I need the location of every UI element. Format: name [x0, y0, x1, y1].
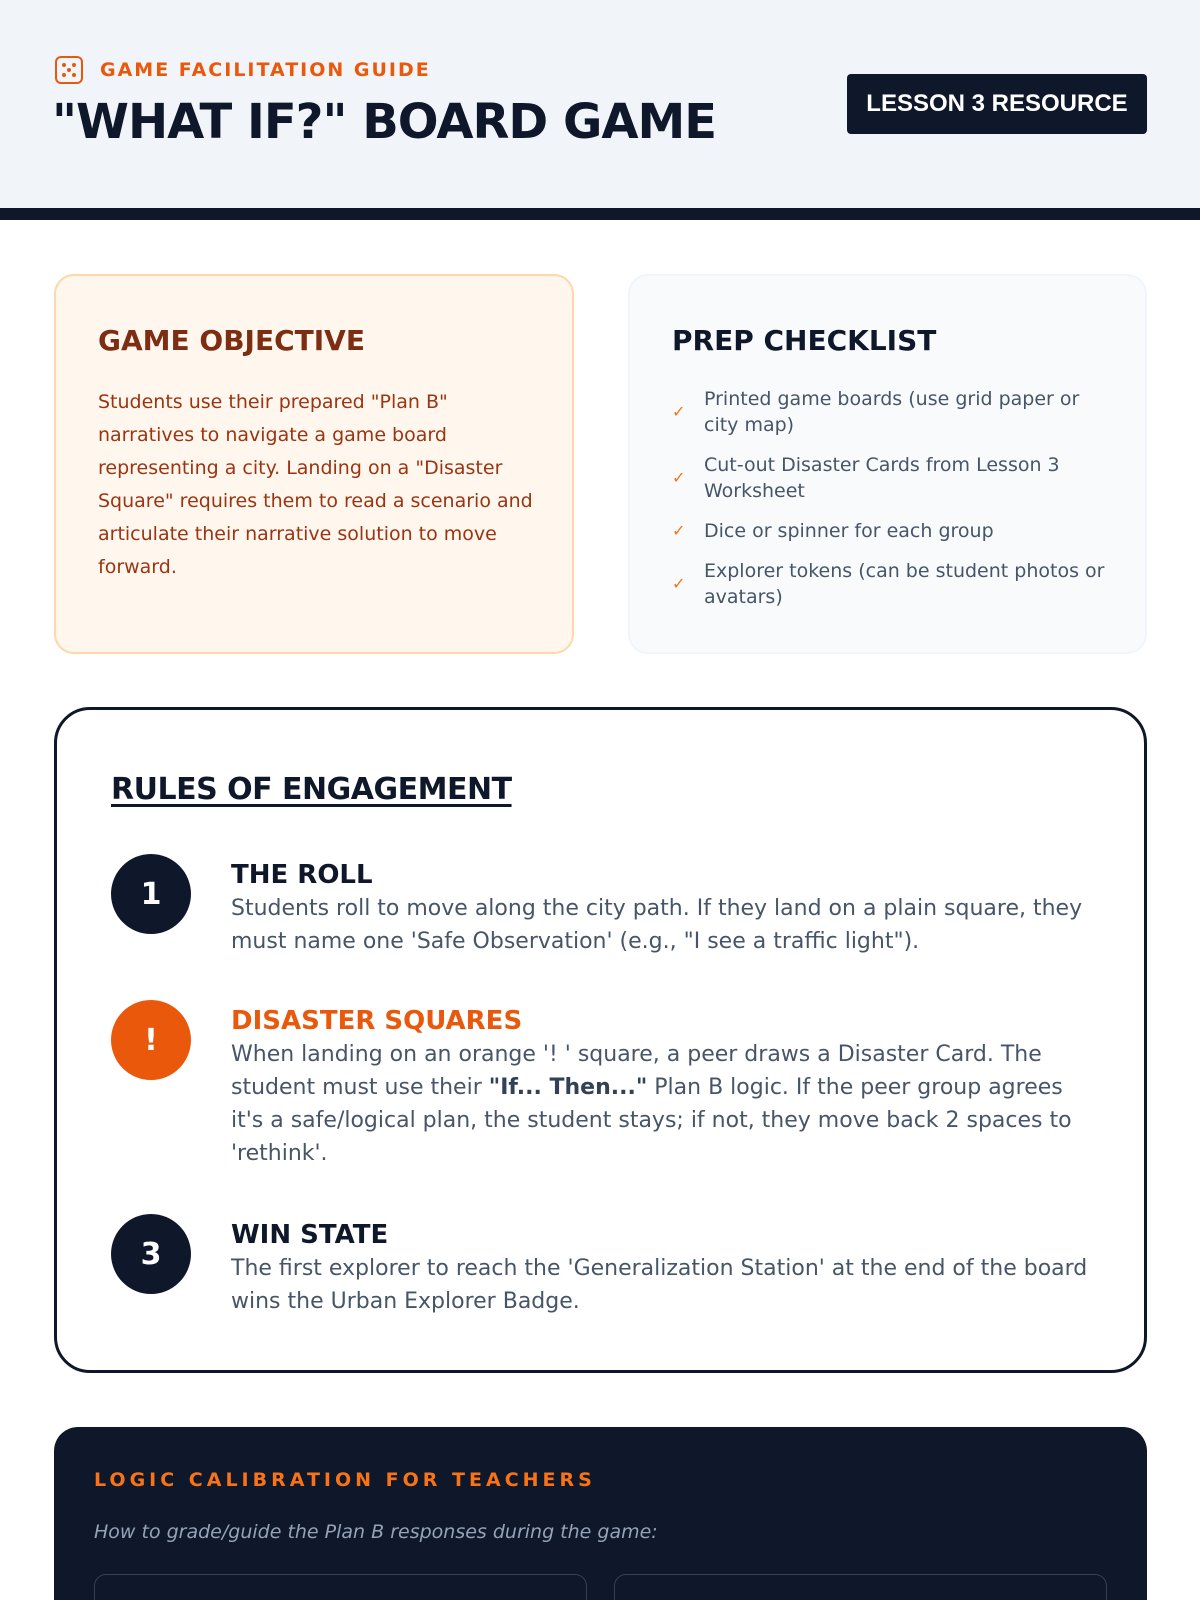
rule-body — [231, 1218, 1091, 1318]
check-icon: ✓ — [672, 468, 686, 487]
checklist-item — [672, 386, 1112, 438]
checklist-item-label: Dice or spinner for each group — [704, 520, 994, 542]
checklist-item-label: Explorer tokens (can be student photos or avatars) — [704, 560, 1105, 608]
checklist-item-label: Printed game boards (use grid paper or city map) — [704, 388, 1080, 436]
calibration-card — [614, 1574, 1107, 1600]
prep-card — [628, 274, 1147, 654]
rule-body — [231, 858, 1091, 958]
page-title: "WHAT IF?" BOARD GAME — [52, 94, 717, 150]
calibration-title: LOGIC CALIBRATION FOR TEACHERS — [94, 1469, 596, 1491]
dice-icon — [55, 56, 83, 84]
rule-text — [231, 1038, 1091, 1170]
page-header — [0, 0, 1200, 208]
objective-title: GAME OBJECTIVE — [98, 324, 365, 357]
step-number-badge: 3 — [111, 1214, 191, 1294]
rules-section — [54, 707, 1147, 1373]
check-icon: ✓ — [672, 521, 686, 540]
guide-row — [55, 56, 431, 84]
rule-text: Students roll to move along the city path. If they land on a plain square, they must name one 'Safe Observation' (e.g., "I see a traffic light"). — [231, 896, 1083, 954]
rule-text-part: When landing on an orange '! ' square, a peer draws a Disaster Card. The student must use their — [231, 1042, 1042, 1100]
rule-text: The first explorer to reach the 'Generalization Station' at the end of the board wins the Urban Explorer Badge. — [231, 1256, 1088, 1314]
checklist-item — [672, 558, 1112, 610]
rule-heading: THE ROLL — [231, 860, 373, 890]
checklist-item — [672, 452, 1112, 504]
prep-checklist — [672, 386, 1112, 624]
alert-icon: ! — [111, 1000, 191, 1080]
logic-calibration-section — [54, 1427, 1147, 1600]
prep-title: PREP CHECKLIST — [672, 324, 937, 357]
calibration-card — [94, 1574, 587, 1600]
step-number-badge: 1 — [111, 854, 191, 934]
objective-card — [54, 274, 574, 654]
check-icon: ✓ — [672, 574, 686, 593]
lesson-badge: LESSON 3 RESOURCE — [847, 74, 1147, 134]
rule-heading: DISASTER SQUARES — [231, 1006, 523, 1036]
calibration-subtitle: How to grade/guide the Plan B responses during the game: — [94, 1521, 658, 1543]
checklist-item-label: Cut-out Disaster Cards from Lesson 3 Worksheet — [704, 454, 1060, 502]
checklist-item — [672, 518, 1112, 544]
objective-text: Students use their prepared "Plan B" narratives to navigate a game board representing a city. Landing on a "Disaster Square" requires them to read a scenario and articulate their narrative solution to move forward. — [98, 391, 533, 578]
rule-text-part: Plan B logic. If the peer group agrees it's a safe/logical plan, the student stays; if not, they move back 2 spaces to 'rethink'. — [231, 1075, 1072, 1166]
rule-body — [231, 1004, 1091, 1170]
rules-title: RULES OF ENGAGEMENT — [111, 772, 512, 807]
check-icon: ✓ — [672, 402, 686, 421]
guide-label: GAME FACILITATION GUIDE — [100, 59, 431, 81]
header-divider — [0, 208, 1200, 220]
rule-text-emphasis: "If... Then..." — [488, 1075, 648, 1100]
rule-heading: WIN STATE — [231, 1220, 389, 1250]
